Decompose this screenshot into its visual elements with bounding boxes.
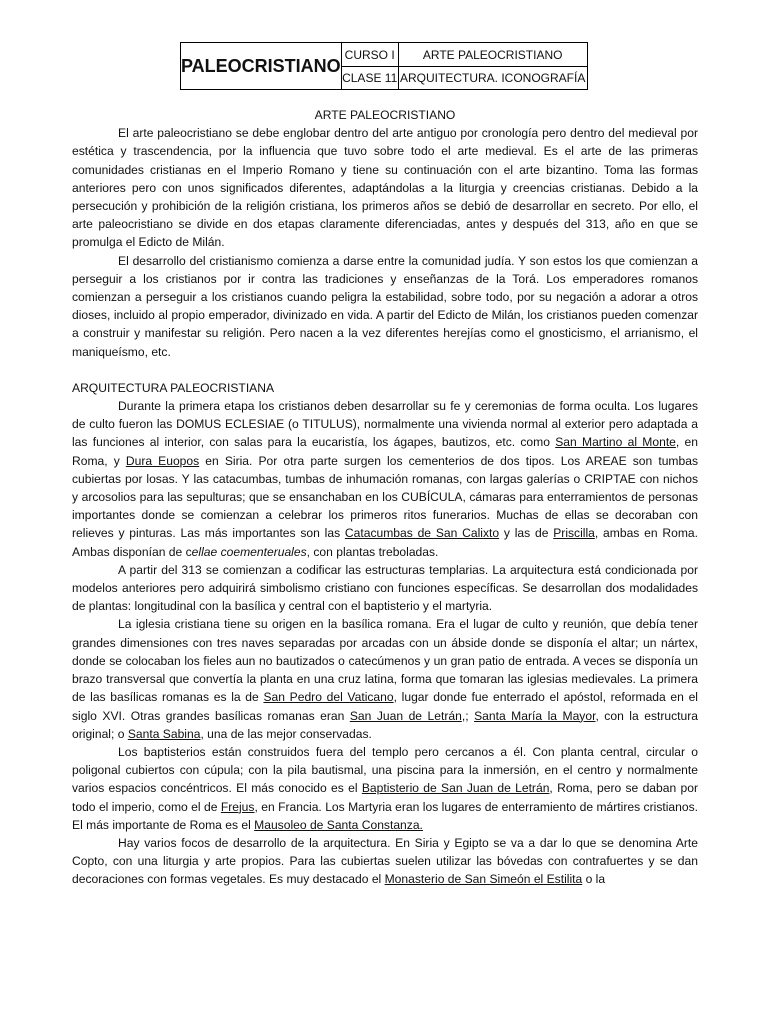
link-dura-europos[interactable]: Dura Euopos xyxy=(125,453,200,468)
link-catacumbas-san-calixto[interactable]: Catacumbas de San Calixto xyxy=(344,526,500,541)
header-title: PALEOCRISTIANO xyxy=(181,43,342,90)
document-body xyxy=(72,106,698,889)
link-frejus[interactable]: Frejus xyxy=(220,799,255,814)
link-monasterio-san-simeon[interactable]: Monasterio de San Simeón el Estilita xyxy=(384,872,583,887)
text-run: en Siria. Por otra parte surgen los cementerios de dos tipos. Los AREAE son tumbas cubiertas por losas. Y las catacumbas, tumbas de inhumación romanas, con largas galerías o CRIPTAE con nichos y arcosolios para las sepulturas; que se ensanchaban en los CUBÍCULA, cámaras para enterramientos de personas importantes donde se comienzan a celebrar los primeros ritos funerarios. Muchas de ellas se decoraban con relieves y pinturas. Las más importantes son las xyxy=(72,453,698,541)
text-run: , con la estructura original; o xyxy=(72,708,698,741)
text-run: , una de las mejor conservadas. xyxy=(200,726,372,741)
header-course-class xyxy=(341,43,398,90)
text-run: Los baptisterios están construidos fuera del templo pero cercanos a él. Con planta central, circular o poligonal cubiertos con cúpula; con la pila bautismal, una piscina para la inmersión, en el centro y normalmente varios espacios concéntricos. El más conocido es el xyxy=(72,744,698,796)
text-italic: ellae coementeruales xyxy=(191,544,307,559)
text-run: La iglesia cristiana tiene su origen en la basílica romana. Era el lugar de culto y reunión, que debía tener grandes dimensiones con tres naves separadas por arcadas con un ábside donde se disponía el altar; un nártex, donde se colocaban los fieles aun no bautizados o catecúmenos y un gran patio de entrada. A veces se disponía un brazo transversal que convertía la planta en una cruz latina, forma que tomaran las iglesias medievales. La primera de las basílicas romanas es la de xyxy=(72,617,698,705)
text-run: , en Francia. Los Martyria eran los lugares de enterramiento de mártires cristianos. El más importante de Roma es el xyxy=(72,799,698,832)
paragraph-first-stage xyxy=(72,397,698,561)
paragraph-baptisteries xyxy=(72,743,698,834)
text-run: , con plantas treboladas. xyxy=(306,544,439,559)
header-subject-topic xyxy=(398,43,587,90)
link-santa-sabina[interactable]: Santa Sabina xyxy=(127,726,201,741)
link-san-martino[interactable]: San Martino al Monte xyxy=(555,435,676,450)
document-title: ARTE PALEOCRISTIANO xyxy=(314,108,456,122)
text-run: ,; xyxy=(461,708,475,723)
link-mausoleo-santa-constanza[interactable]: Mausoleo de Santa Constanza. xyxy=(254,817,423,832)
text-run: Hay varios focos de desarrollo de la arquitectura. En Siria y Egipto se va a dar lo que se denomina Arte Copto, con una liturgia y arte propios. Para las cubiertas suelen utilizar las bóvedas con contrafuertes y se dan decoraciones con formas vegetales. Es muy destacado el xyxy=(72,835,698,887)
paragraph-intro: El arte paleocristiano se debe englobar dentro del arte antiguo por cronología pero dentro del medieval por estética y trascendencia, por la influencia que tuvo sobre todo el arte medieval. Es el arte de las primeras comunidades cristianas en el Imperio Romano y tiene su continuación con el arte bizantino. Toma las formas anteriores pero con unos significados diferentes, adaptándolas a la liturgia y creencias cristianas. Debido a la persecución y prohibición de la religión cristiana, los primeros años se debió de desarrollar en secreto. Por ello, el arte paleocristiano se divide en dos etapas claramente diferenciadas, antes y después del 313, año en que se promulga el Edicto de Milán. xyxy=(72,126,698,250)
header-table xyxy=(180,42,588,90)
text-run: , en Roma, y xyxy=(72,435,698,468)
paragraph-after-313: A partir del 313 se comienzan a codificar las estructuras templarias. La arquitectura está condicionada por modelos anteriores pero adquirirá simbolismo cristiano con funciones específicas. Se desarrollan dos modalidades de plantas: longitudinal con la basílica y central con el baptisterio y el martyria. xyxy=(72,562,698,614)
paragraph-architecture-centers xyxy=(72,834,698,889)
header-class: CLASE 11 xyxy=(342,66,398,89)
section-heading-architecture: ARQUITECTURA PALEOCRISTIANA xyxy=(72,380,275,395)
link-san-juan-letran[interactable]: San Juan de Letrán xyxy=(349,708,462,723)
text-run: o la xyxy=(582,872,606,887)
paragraph-basilica xyxy=(72,615,698,742)
text-run: , Roma, pero se daban por todo el imperio, como el de xyxy=(72,781,698,814)
paragraph-christianity-development: El desarrollo del cristianismo comienza a darse entre la comunidad judía. Y son estos los que comienzan a perseguir a los cristianos por ir contra las tradiciones y enseñanzas de la Torá. Los emperadores romanos comienzan a perseguir a los cristianos cuando peligra la estabilidad, sobre todo, por su negación a adorar a otros dioses, incluido al propio emperador, divinizado en vida. A partir del Edicto de Milán, los cristianos pueden comenzar a construir y manifestar su religión. Pero nacen a la vez diferentes herejías como el gnosticismo, el arrianismo, el maniqueísmo, etc. xyxy=(72,253,698,359)
text-run: y las de xyxy=(499,526,554,541)
text-run: , lugar donde fue enterrado el apóstol, reformada en el siglo XVI. Otras grandes basílicas romanas eran xyxy=(72,690,698,723)
header-subject: ARTE PALEOCRISTIANO xyxy=(422,47,563,62)
header-topic: ARQUITECTURA. ICONOGRAFÍA xyxy=(399,66,587,89)
text-run: Durante la primera etapa los cristianos deben desarrollar su fe y ceremonias de forma oculta. Los lugares de culto fueron las DOMUS ECLESIAE (o TITULUS), normalmente una vivienda normal al exterior pero adaptada a las funciones al interior, con salas para la eucaristía, los ágapes, bautizos, etc. como xyxy=(72,399,698,450)
link-santa-maria-mayor[interactable]: Santa María la Mayor xyxy=(474,708,596,723)
link-baptisterio-letran[interactable]: Baptisterio de San Juan de Letrán xyxy=(361,781,550,796)
link-priscilla[interactable]: Priscilla xyxy=(553,526,595,541)
link-san-pedro-vaticano[interactable]: San Pedro del Vaticano xyxy=(263,690,394,705)
header-course: CURSO I xyxy=(344,47,395,62)
text-run: , ambas en Roma. Ambas disponían de c xyxy=(72,526,699,559)
